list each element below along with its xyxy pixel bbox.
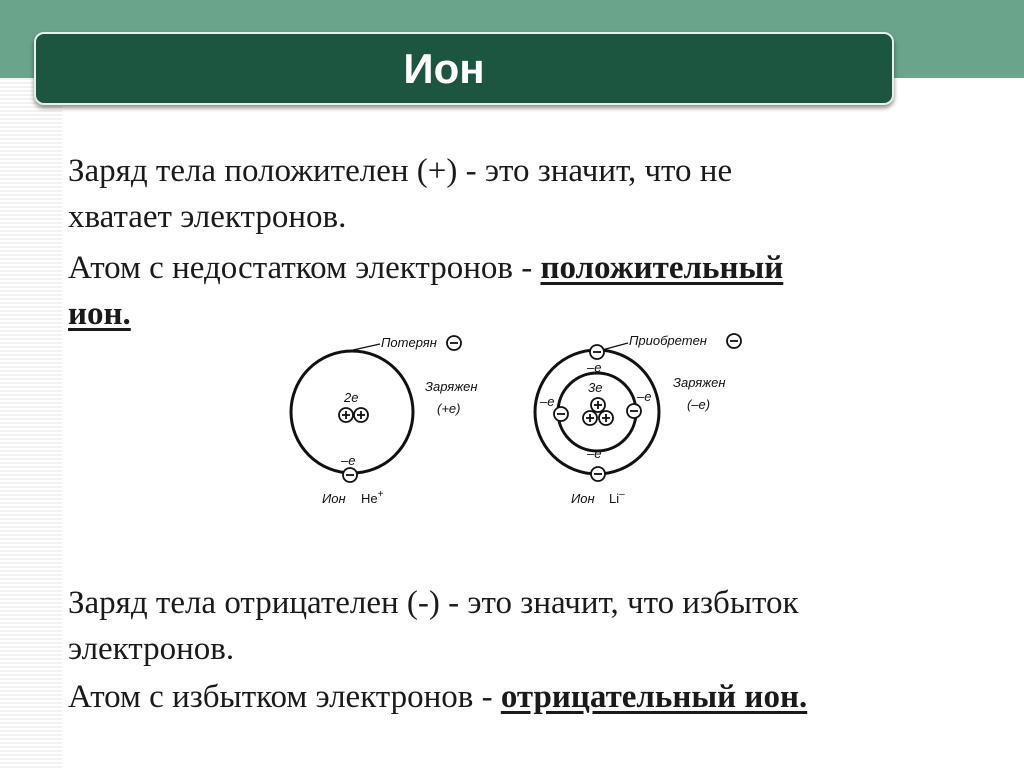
electron-icon	[590, 345, 604, 359]
lost-label: Потерян	[381, 335, 437, 350]
lithium-electron-label: –e	[540, 394, 555, 409]
lithium-charged-value: (–e)	[687, 397, 711, 412]
proton-icon	[583, 411, 597, 425]
positive-ion-term-b: ион.	[68, 296, 131, 332]
helium-nucleus-charge: 2e	[344, 390, 359, 405]
helium-ion-label: Ион	[322, 491, 346, 506]
lost-pointer	[353, 344, 380, 350]
positive-def-prefix: Атом с недостатком электронов -	[68, 250, 541, 286]
helium-ion-diagram	[291, 335, 478, 506]
electron-icon	[591, 467, 605, 481]
negative-line-1: Заряд тела отрицателен (-) - это значит, что избыток	[68, 585, 799, 621]
positive-line-2: хватает электронов.	[68, 199, 347, 235]
helium-charged-value: (+e)	[437, 401, 461, 416]
lithium-electron-label: –e	[637, 389, 652, 404]
negative-charge-paragraph	[68, 580, 799, 672]
negative-def-prefix: Атом с избытком электронов -	[68, 679, 501, 715]
lithium-ion-symbol: Li–	[609, 489, 625, 506]
helium-charged-label: Заряжен	[425, 379, 478, 394]
negative-line-2: электронов.	[68, 631, 235, 667]
page-title: Ион	[403, 44, 485, 92]
helium-ion-symbol: He+	[361, 489, 384, 506]
proton-icon	[599, 411, 613, 425]
proton-icon	[591, 398, 605, 412]
gained-pointer	[602, 343, 628, 350]
proton-icon	[354, 408, 368, 422]
lithium-charged-label: Заряжен	[673, 375, 726, 390]
electron-icon	[554, 407, 568, 421]
negative-ion-definition	[68, 674, 807, 720]
electron-icon	[343, 468, 357, 482]
gained-electron-icon	[727, 334, 741, 348]
electron-icon	[627, 404, 641, 418]
negative-ion-term: отрицательный ион.	[500, 679, 808, 715]
positive-ion-term-a: положительный	[540, 250, 784, 286]
proton-icon	[339, 408, 353, 422]
positive-line-1: Заряд тела положителен (+) - это значит, что не	[68, 153, 733, 189]
lithium-ion-label: Ион	[571, 491, 595, 506]
lithium-nucleus-charge: 3e	[588, 380, 603, 395]
lithium-electron-label: –e	[587, 360, 602, 375]
lost-electron-icon	[447, 336, 461, 350]
lithium-ion-diagram	[535, 333, 741, 506]
lithium-electron-label: –e	[587, 446, 602, 461]
gained-label: Приобретен	[629, 333, 707, 348]
helium-electron-label: –e	[341, 453, 356, 468]
